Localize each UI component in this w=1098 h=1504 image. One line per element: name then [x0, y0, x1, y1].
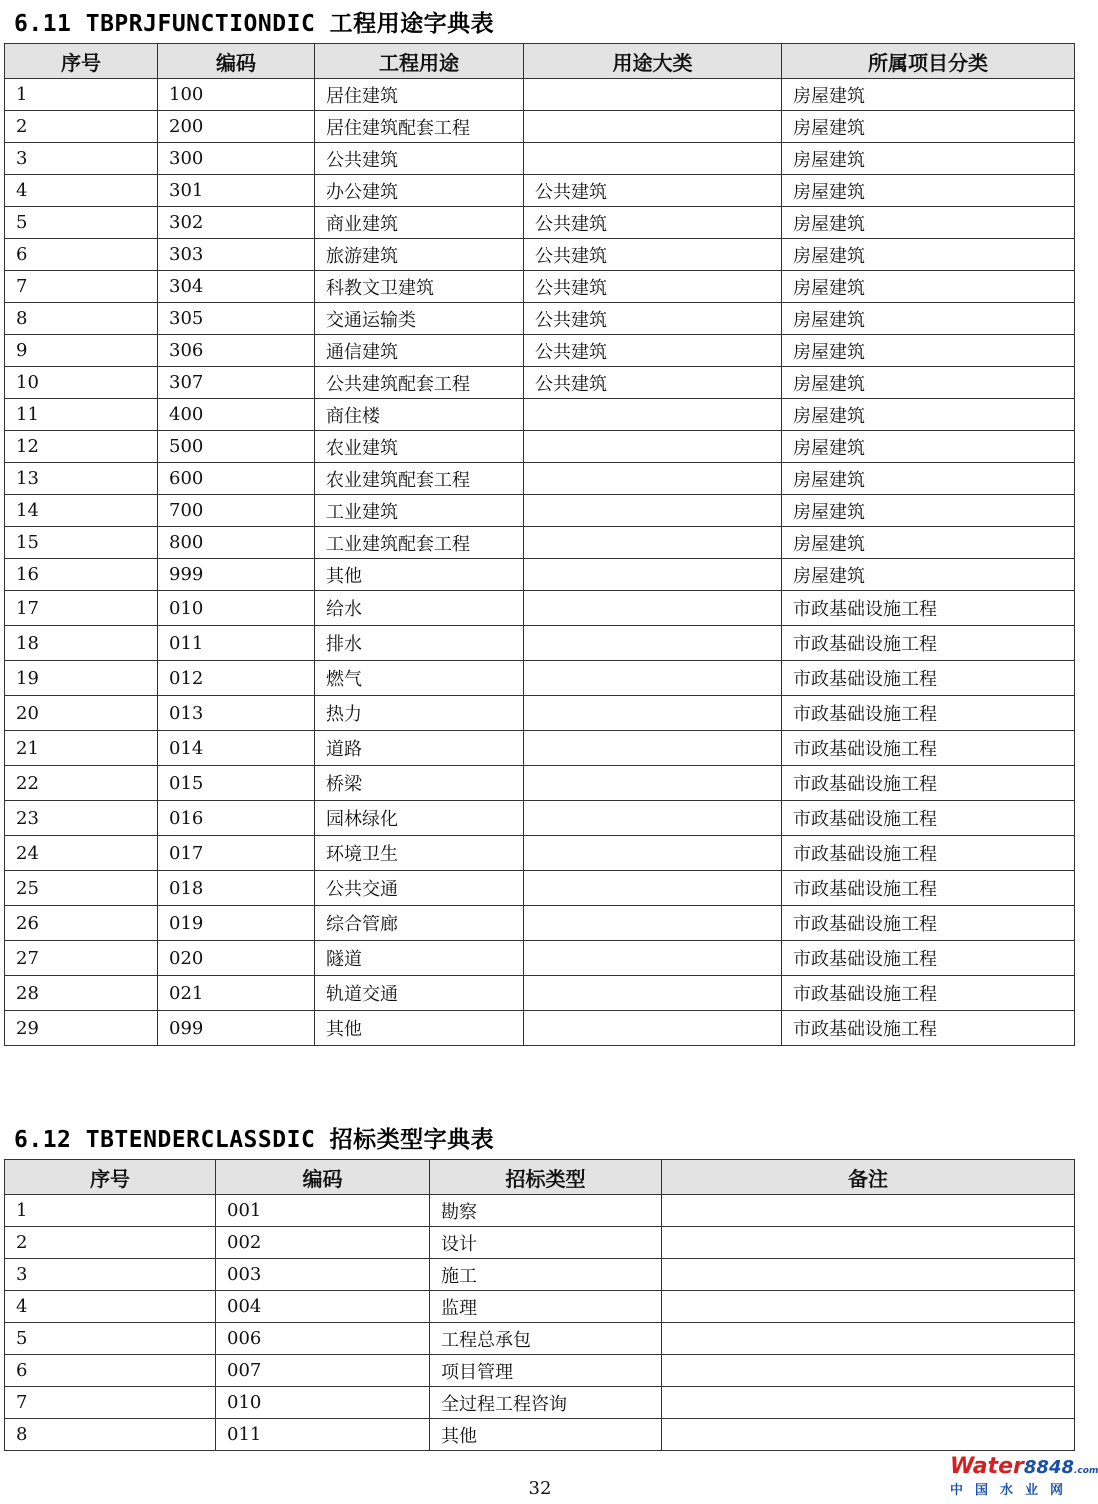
table-cell: 011 — [158, 626, 315, 661]
table-cell: 办公建筑 — [315, 175, 524, 207]
table-cell: 房屋建筑 — [782, 111, 1075, 143]
table-cell: 热力 — [315, 696, 524, 731]
table-row — [5, 1259, 1075, 1291]
table-cell: 给水 — [315, 591, 524, 626]
table-cell: 12 — [5, 431, 158, 463]
table-cell: 200 — [158, 111, 315, 143]
table-cell — [524, 906, 782, 941]
table-cell: 003 — [216, 1259, 430, 1291]
logo-word: Water — [950, 1454, 1024, 1479]
table-cell: 设计 — [430, 1227, 662, 1259]
table-cell: 项目管理 — [430, 1355, 662, 1387]
table-cell — [662, 1227, 1075, 1259]
header-function: 工程用途 — [315, 44, 524, 79]
table-cell: 300 — [158, 143, 315, 175]
table-row — [5, 175, 1075, 207]
table-cell: 306 — [158, 335, 315, 367]
table-row — [5, 559, 1075, 591]
table-cell: 房屋建筑 — [782, 79, 1075, 111]
table-body — [5, 1195, 1075, 1451]
table-row — [5, 1227, 1075, 1259]
table-cell: 9 — [5, 335, 158, 367]
table-cell — [524, 976, 782, 1011]
header-project-class: 所属项目分类 — [782, 44, 1075, 79]
table-cell: 29 — [5, 1011, 158, 1046]
table-cell: 市政基础设施工程 — [782, 661, 1075, 696]
table-row — [5, 766, 1075, 801]
page-number: 32 — [528, 1478, 552, 1499]
table-cell: 其他 — [315, 1011, 524, 1046]
table-cell: 23 — [5, 801, 158, 836]
table-cell: 302 — [158, 207, 315, 239]
table-cell: 桥梁 — [315, 766, 524, 801]
table-cell: 公共建筑 — [524, 207, 782, 239]
header-category: 用途大类 — [524, 44, 782, 79]
table-cell: 其他 — [315, 559, 524, 591]
header-tender-type: 招标类型 — [430, 1160, 662, 1195]
table-row — [5, 836, 1075, 871]
table-cell — [662, 1323, 1075, 1355]
table-cell: 居住建筑配套工程 — [315, 111, 524, 143]
table-cell: 房屋建筑 — [782, 527, 1075, 559]
table-row — [5, 431, 1075, 463]
table-cell — [524, 143, 782, 175]
table-cell: 8 — [5, 1419, 216, 1451]
table-cell: 1 — [5, 79, 158, 111]
table-cell: 市政基础设施工程 — [782, 626, 1075, 661]
table-row — [5, 1011, 1075, 1046]
table-row — [5, 976, 1075, 1011]
table-cell: 环境卫生 — [315, 836, 524, 871]
table-cell: 工业建筑配套工程 — [315, 527, 524, 559]
table-cell: 6 — [5, 239, 158, 271]
table-cell — [524, 731, 782, 766]
table-cell — [524, 527, 782, 559]
table-cell: 1 — [5, 1195, 216, 1227]
table-cell: 市政基础设施工程 — [782, 976, 1075, 1011]
header-code: 编码 — [216, 1160, 430, 1195]
project-function-table — [4, 43, 1075, 1046]
table-cell: 307 — [158, 367, 315, 399]
table-cell: 007 — [216, 1355, 430, 1387]
table-cell: 28 — [5, 976, 158, 1011]
table-cell: 5 — [5, 1323, 216, 1355]
table-row — [5, 661, 1075, 696]
table-cell: 市政基础设施工程 — [782, 906, 1075, 941]
table-cell — [524, 766, 782, 801]
table-cell: 旅游建筑 — [315, 239, 524, 271]
table-cell: 10 — [5, 367, 158, 399]
table-cell: 市政基础设施工程 — [782, 731, 1075, 766]
table-cell: 轨道交通 — [315, 976, 524, 1011]
table-cell: 4 — [5, 175, 158, 207]
table-cell: 商业建筑 — [315, 207, 524, 239]
table-cell: 013 — [158, 696, 315, 731]
watermark-logo — [950, 1454, 1098, 1498]
table-cell — [524, 836, 782, 871]
table-row — [5, 1419, 1075, 1451]
table-cell: 010 — [216, 1387, 430, 1419]
table-row — [5, 303, 1075, 335]
table-cell — [524, 431, 782, 463]
table-cell: 11 — [5, 399, 158, 431]
table-cell — [524, 495, 782, 527]
table-cell: 公共建筑 — [524, 271, 782, 303]
table-cell: 8 — [5, 303, 158, 335]
table-row — [5, 1387, 1075, 1419]
table-cell: 018 — [158, 871, 315, 906]
table-cell: 800 — [158, 527, 315, 559]
logo-domain: .com — [1074, 1466, 1098, 1476]
table-cell: 市政基础设施工程 — [782, 1011, 1075, 1046]
table-row — [5, 1195, 1075, 1227]
table-row — [5, 271, 1075, 303]
table-row — [5, 941, 1075, 976]
section-title-6-12: 6.12 TBTENDERCLASSDIC 招标类型字典表 — [14, 1127, 495, 1153]
table-cell: 公共建筑 — [524, 239, 782, 271]
table-cell: 021 — [158, 976, 315, 1011]
table-cell: 600 — [158, 463, 315, 495]
table-cell: 科教文卫建筑 — [315, 271, 524, 303]
table-cell: 25 — [5, 871, 158, 906]
table-cell: 市政基础设施工程 — [782, 696, 1075, 731]
table-cell — [662, 1355, 1075, 1387]
table-cell: 隧道 — [315, 941, 524, 976]
table-cell — [524, 661, 782, 696]
table-row — [5, 1355, 1075, 1387]
table-cell: 004 — [216, 1291, 430, 1323]
table-cell: 公共建筑 — [315, 143, 524, 175]
table-cell: 公共建筑 — [524, 367, 782, 399]
table-cell — [524, 1011, 782, 1046]
table-cell: 房屋建筑 — [782, 239, 1075, 271]
table-cell: 2 — [5, 111, 158, 143]
table-row — [5, 527, 1075, 559]
table-header-row — [5, 44, 1075, 79]
table-cell: 2 — [5, 1227, 216, 1259]
table-cell: 016 — [158, 801, 315, 836]
table-cell: 公共建筑 — [524, 303, 782, 335]
header-code: 编码 — [158, 44, 315, 79]
table-body — [5, 79, 1075, 1046]
table-cell: 13 — [5, 463, 158, 495]
table-cell: 4 — [5, 1291, 216, 1323]
table-cell: 18 — [5, 626, 158, 661]
table-cell — [662, 1419, 1075, 1451]
logo-wordmark — [950, 1454, 1098, 1482]
table-cell: 市政基础设施工程 — [782, 591, 1075, 626]
table-cell: 26 — [5, 906, 158, 941]
table-cell: 房屋建筑 — [782, 367, 1075, 399]
table-cell: 公共交通 — [315, 871, 524, 906]
table-cell: 16 — [5, 559, 158, 591]
table-cell: 019 — [158, 906, 315, 941]
table-row — [5, 495, 1075, 527]
table-cell: 勘察 — [430, 1195, 662, 1227]
table-row — [5, 207, 1075, 239]
logo-subtitle: 中国水业网 — [950, 1483, 1076, 1498]
table-cell: 099 — [158, 1011, 315, 1046]
header-seq: 序号 — [5, 1160, 216, 1195]
table-cell: 22 — [5, 766, 158, 801]
table-cell — [662, 1195, 1075, 1227]
table-cell: 房屋建筑 — [782, 431, 1075, 463]
table-cell: 500 — [158, 431, 315, 463]
table-row — [5, 626, 1075, 661]
table-cell: 农业建筑配套工程 — [315, 463, 524, 495]
table-cell: 市政基础设施工程 — [782, 871, 1075, 906]
table-cell: 房屋建筑 — [782, 271, 1075, 303]
table-cell — [524, 626, 782, 661]
table-cell — [524, 871, 782, 906]
table-cell — [524, 801, 782, 836]
table-row — [5, 1291, 1075, 1323]
table-cell: 市政基础设施工程 — [782, 836, 1075, 871]
table-cell: 全过程工程咨询 — [430, 1387, 662, 1419]
table-row — [5, 399, 1075, 431]
table-row — [5, 801, 1075, 836]
table-cell: 27 — [5, 941, 158, 976]
table-cell: 通信建筑 — [315, 335, 524, 367]
table-cell: 010 — [158, 591, 315, 626]
table-row — [5, 239, 1075, 271]
table-cell — [524, 463, 782, 495]
table-cell: 014 — [158, 731, 315, 766]
table-cell: 3 — [5, 143, 158, 175]
table-cell: 园林绿化 — [315, 801, 524, 836]
table-cell: 006 — [216, 1323, 430, 1355]
table-cell: 700 — [158, 495, 315, 527]
table-cell: 20 — [5, 696, 158, 731]
table-row — [5, 696, 1075, 731]
table-cell: 房屋建筑 — [782, 143, 1075, 175]
table-cell: 6 — [5, 1355, 216, 1387]
table-cell: 19 — [5, 661, 158, 696]
table-row — [5, 367, 1075, 399]
table-row — [5, 1323, 1075, 1355]
table-cell: 7 — [5, 271, 158, 303]
table-row — [5, 111, 1075, 143]
table-cell: 房屋建筑 — [782, 175, 1075, 207]
logo-number: 8848 — [1023, 1457, 1075, 1478]
table-cell: 303 — [158, 239, 315, 271]
table-cell: 001 — [216, 1195, 430, 1227]
header-remark: 备注 — [662, 1160, 1075, 1195]
table-row — [5, 591, 1075, 626]
table-cell: 房屋建筑 — [782, 463, 1075, 495]
table-cell: 农业建筑 — [315, 431, 524, 463]
table-cell — [524, 111, 782, 143]
table-cell: 14 — [5, 495, 158, 527]
table-cell: 100 — [158, 79, 315, 111]
table-cell: 综合管廊 — [315, 906, 524, 941]
table-cell: 304 — [158, 271, 315, 303]
table-cell: 居住建筑 — [315, 79, 524, 111]
table-cell: 其他 — [430, 1419, 662, 1451]
table-row — [5, 463, 1075, 495]
table-cell — [662, 1387, 1075, 1419]
table-cell: 015 — [158, 766, 315, 801]
tender-class-table — [4, 1159, 1075, 1451]
table-cell: 21 — [5, 731, 158, 766]
table-cell: 012 — [158, 661, 315, 696]
table-cell: 7 — [5, 1387, 216, 1419]
table-cell — [524, 591, 782, 626]
table-cell: 排水 — [315, 626, 524, 661]
table-cell: 24 — [5, 836, 158, 871]
table-cell: 市政基础设施工程 — [782, 941, 1075, 976]
table-cell: 交通运输类 — [315, 303, 524, 335]
table-row — [5, 79, 1075, 111]
table-cell: 房屋建筑 — [782, 303, 1075, 335]
table-cell: 301 — [158, 175, 315, 207]
table-cell: 999 — [158, 559, 315, 591]
table-cell — [524, 941, 782, 976]
table-cell: 020 — [158, 941, 315, 976]
table-cell: 公共建筑配套工程 — [315, 367, 524, 399]
table-row — [5, 871, 1075, 906]
table-cell: 011 — [216, 1419, 430, 1451]
table-cell — [524, 696, 782, 731]
table-cell: 5 — [5, 207, 158, 239]
table-cell: 房屋建筑 — [782, 399, 1075, 431]
table-cell — [662, 1259, 1075, 1291]
table-cell: 房屋建筑 — [782, 495, 1075, 527]
table-cell: 305 — [158, 303, 315, 335]
table-cell: 工业建筑 — [315, 495, 524, 527]
table-cell: 公共建筑 — [524, 175, 782, 207]
table-cell: 15 — [5, 527, 158, 559]
section-title-6-11: 6.11 TBPRJFUNCTIONDIC 工程用途字典表 — [14, 11, 495, 37]
table-row — [5, 731, 1075, 766]
table-cell — [524, 399, 782, 431]
table-cell: 房屋建筑 — [782, 207, 1075, 239]
table-cell: 017 — [158, 836, 315, 871]
table-row — [5, 906, 1075, 941]
table-cell: 400 — [158, 399, 315, 431]
table-cell: 工程总承包 — [430, 1323, 662, 1355]
table-cell: 市政基础设施工程 — [782, 766, 1075, 801]
table-cell: 002 — [216, 1227, 430, 1259]
table-cell: 房屋建筑 — [782, 335, 1075, 367]
table-cell: 商住楼 — [315, 399, 524, 431]
table-cell: 市政基础设施工程 — [782, 801, 1075, 836]
table-cell: 监理 — [430, 1291, 662, 1323]
table-row — [5, 143, 1075, 175]
table-cell: 燃气 — [315, 661, 524, 696]
table-cell — [524, 79, 782, 111]
table-header-row — [5, 1160, 1075, 1195]
table-cell — [662, 1291, 1075, 1323]
table-cell: 17 — [5, 591, 158, 626]
table-row — [5, 335, 1075, 367]
table-cell — [524, 559, 782, 591]
table-cell: 道路 — [315, 731, 524, 766]
table-cell: 3 — [5, 1259, 216, 1291]
table-cell: 公共建筑 — [524, 335, 782, 367]
table-cell: 施工 — [430, 1259, 662, 1291]
header-seq: 序号 — [5, 44, 158, 79]
table-cell: 房屋建筑 — [782, 559, 1075, 591]
